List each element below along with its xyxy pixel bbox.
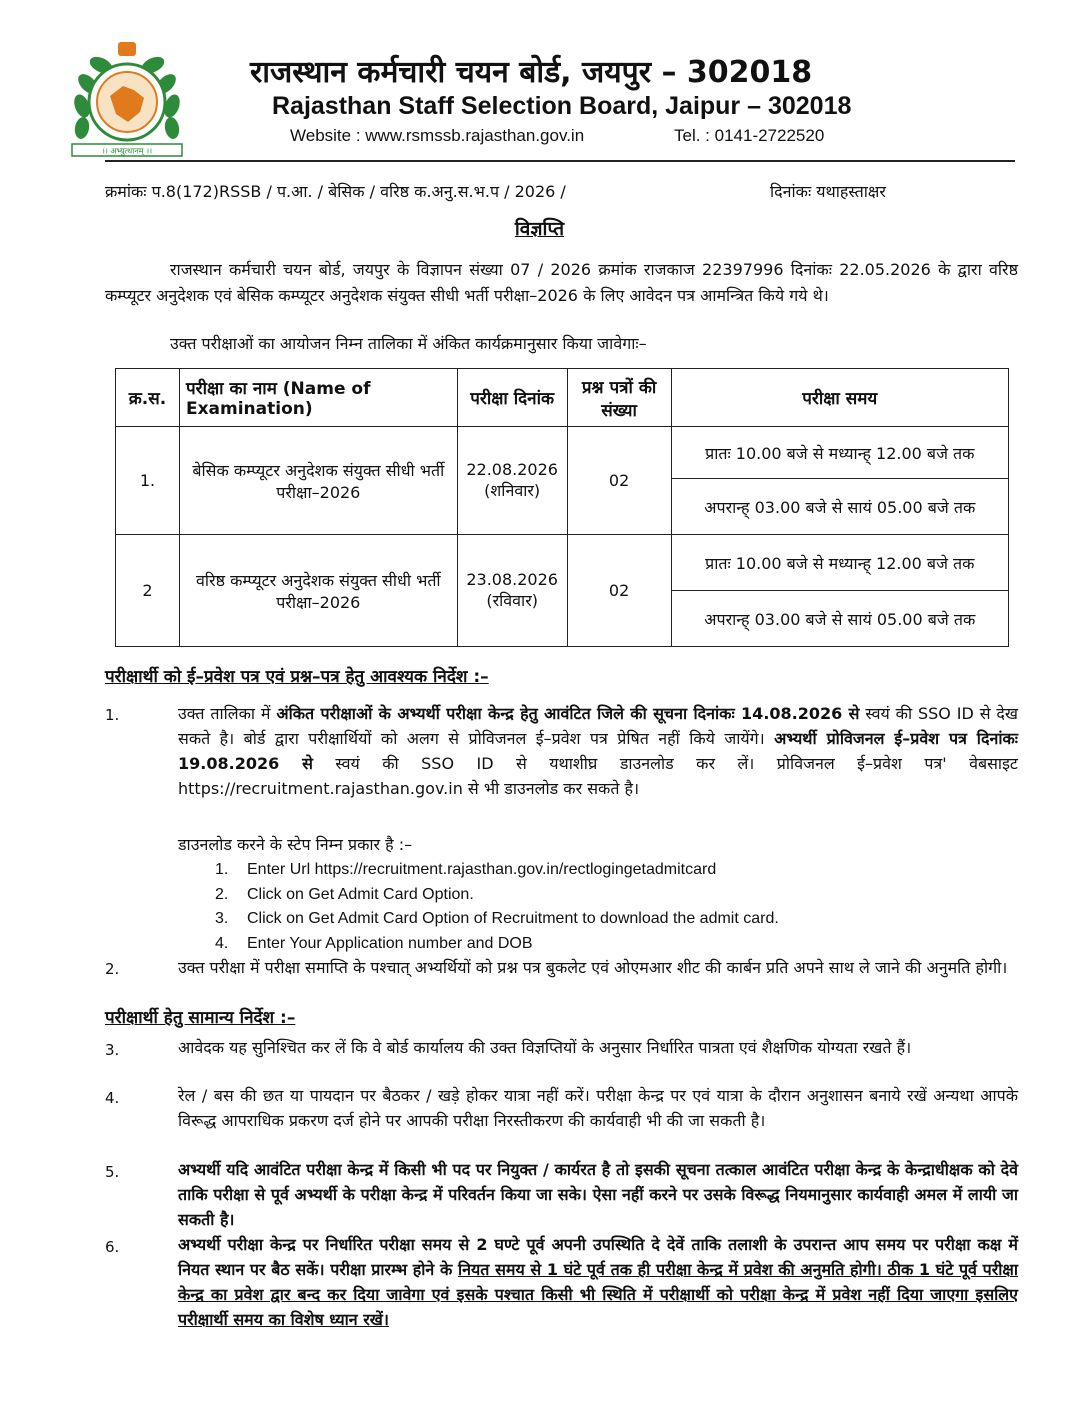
instruction-item-6 xyxy=(178,1232,1018,1332)
item-number: 6. xyxy=(105,1238,120,1256)
col-header-date: परीक्षा दिनांक xyxy=(457,369,567,427)
table-row xyxy=(116,535,1009,591)
reference-date: दिनांकः यथाहस्ताक्षर xyxy=(770,182,886,201)
instruction-item-1 xyxy=(178,701,1018,801)
row-exam-name: वरिष्ठ कम्प्यूटर अनुदेशक संयुक्त सीधी भर्ती परीक्षा–2026 xyxy=(179,535,457,647)
col-header-sno: क्र.स. xyxy=(116,369,180,427)
item-number: 4. xyxy=(105,1089,120,1107)
item1-bold-a: अंकित परीक्षाओं के अभ्यर्थी परीक्षा केन्द्र हेतु आवंटित जिले की सूचना दिनांकः 14.08.2026 से xyxy=(276,704,860,723)
section-heading-general: परीक्षार्थी हेतु सामान्य निर्देश :– xyxy=(105,1008,296,1028)
exam-schedule-table xyxy=(115,368,1009,647)
instruction-item-5: अभ्यर्थी यदि आवंटित परीक्षा केन्द्र में किसी भी पद पर नियुक्त / कार्यरत है तो इसकी सूचना तत्काल आवंटित परीक्षा केन्द्र के केन्द्राधीक्षक को देवे ताकि परीक्षा से पूर्व अभ्यर्थी के परीक्षा केन्द्र में परिवर्तन किया जा सके। ऐसा नहीं करने पर उसके विरूद्ध नियमानुसार कार्यवाही अमल में लायी जा सकती है। xyxy=(178,1160,1018,1229)
row-slot-afternoon: अपरान्ह् 03.00 बजे से सायं 05.00 बजे तक xyxy=(671,591,1008,647)
download-steps-intro: डाउनलोड करने के स्टेप निम्न प्रकार है :– xyxy=(178,835,413,854)
col-header-time: परीक्षा समय xyxy=(671,369,1008,427)
step-text: Enter Url https://recruitment.rajasthan.gov.in/rectlogingetadmitcard xyxy=(247,861,717,878)
item-number: 2. xyxy=(105,960,120,978)
header-title-english: Rajasthan Staff Selection Board, Jaipur – 302018 xyxy=(272,92,852,120)
row-paper-count: 02 xyxy=(567,427,671,535)
reference-number: क्रमांकः प.8(172)RSSB / प.आ. / बेसिक / वरिष्ठ क.अनु.स.भ.प / 2026 / xyxy=(105,182,566,201)
step-number: 1. xyxy=(215,861,229,878)
item1-text-c: स्वयं की SSO ID से यथाशीघ्र डाउनलोड कर लें। प्रोविजनल ई–प्रवेश पत्र' वेबसाइट https://recruitment.rajasthan.gov.in से भी डाउनलोड कर सकते है। xyxy=(178,754,1018,798)
instruction-item-3: आवेदक यह सुनिश्चित कर लें कि वे बोर्ड कार्यालय की उक्त विज्ञप्तियों के अनुसार निर्धारित पात्रता एवं शैक्षणिक योग्यता रखते हैं। xyxy=(178,1038,912,1057)
col-header-papers: प्रश्न पत्रों की संख्या xyxy=(567,369,671,427)
step-text: Click on Get Admit Card Option. xyxy=(247,885,474,903)
instruction-item-4: रेल / बस की छत या पायदान पर बैठकर / खड़े होकर यात्रा नहीं करें। परीक्षा केन्द्र पर एवं यात्रा के दौरान अनुशासन बनाये रखें अन्यथा आपके विरूद्ध आपराधिक प्रकरण दर्ज होने पर आपकी परीक्षा निरस्तीकरण की कार्यवाही भी की जा सकती है। xyxy=(178,1086,1018,1130)
row-exam-date xyxy=(457,535,567,647)
download-steps-list xyxy=(215,858,779,956)
step-number: 4. xyxy=(215,934,229,952)
item6-text: अभ्यर्थी परीक्षा केन्द्र पर निर्धारित परीक्षा समय से 2 घण्टे पूर्व अपनी उपस्थिति दे देवें ताकि तलाशी के उपरान्त आप समय पर परीक्षा कक्ष में नियत स्थान पर बैठ सकें। परीक्षा प्रारम्भ होने के xyxy=(178,1235,1018,1279)
row-slot-morning: प्रातः 10.00 बजे से मध्यान्ह् 12.00 बजे तक xyxy=(671,535,1008,591)
list-item xyxy=(215,858,779,883)
row-slot-afternoon: अपरान्ह् 03.00 बजे से सायं 05.00 बजे तक xyxy=(671,479,1008,535)
header-telephone: Tel. : 0141-2722520 xyxy=(674,126,825,145)
notice-title: विज्ञप्ति xyxy=(514,218,565,240)
list-item xyxy=(215,883,779,908)
section-heading-admit-card: परीक्षार्थी को ई–प्रवेश पत्र एवं प्रश्न–पत्र हेतु आवश्यक निर्देश :– xyxy=(105,667,489,687)
row-slot-morning: प्रातः 10.00 बजे से मध्यान्ह् 12.00 बजे तक xyxy=(671,427,1008,479)
row-exam-date xyxy=(457,427,567,535)
item1-bold-b: अभ्यर्थी प्रोविजनल ई–प्रवेश पत्र दिनांकः 19.08.2026 से xyxy=(178,729,1018,773)
row-sno: 2 xyxy=(116,535,180,647)
item6-underlined-text: नियत समय से 1 घंटे पूर्व तक ही परीक्षा केन्द्र में प्रवेश की अनुमति होगी। ठीक 1 घंटे पूर्व परीक्षा केन्द्र का प्रवेश द्वार बन्द कर दिया जावेगा एवं इसके पश्चात किसी भी स्थिति में परीक्षार्थी को परीक्षा केन्द्र में प्रवेश नहीं दिया जाएगा इसलिए परीक्षार्थी समय का विशेष ध्यान रखें। xyxy=(178,1260,1019,1329)
row-day-value: (शनिवार) xyxy=(484,481,541,500)
intro-schedule-line: उक्त परीक्षाओं का आयोजन निम्न तालिका में अंकित कार्यक्रमानुसार किया जावेगाः– xyxy=(170,334,647,353)
step-number: 2. xyxy=(215,885,229,903)
step-text: Enter Your Application number and DOB xyxy=(247,934,533,952)
row-exam-name: बेसिक कम्प्यूटर अनुदेशक संयुक्त सीधी भर्ती परीक्षा–2026 xyxy=(179,427,457,535)
row-sno: 1. xyxy=(116,427,180,535)
item-number: 3. xyxy=(105,1041,120,1059)
intro-paragraph: राजस्थान कर्मचारी चयन बोर्ड, जयपुर के विज्ञापन संख्या 07 / 2026 क्रमांक राजकाज 22397996 दिनांकः 22.05.2026 के द्वारा वरिष्ठ कम्प्यूटर अनुदेशक एवं बेसिक कम्प्यूटर अनुदेशक संयुक्त सीधी भर्ती परीक्षा–2026 के लिए आवेदन पत्र आमन्त्रित किये गये थे। xyxy=(105,260,1018,305)
header-website: Website : www.rsmssb.rajasthan.gov.in xyxy=(290,126,585,145)
col-header-name: परीक्षा का नाम (Name of Examination) xyxy=(179,369,457,427)
row-date-value: 23.08.2026 xyxy=(466,570,558,589)
item1-text-a: उक्त तालिका में xyxy=(178,704,277,723)
row-date-value: 22.08.2026 xyxy=(466,460,558,479)
rsmssb-emblem-icon xyxy=(68,36,186,158)
row-day-value: (रविवार) xyxy=(486,591,538,610)
item-number: 5. xyxy=(105,1163,120,1181)
instruction-item-2: उक्त परीक्षा में परीक्षा समाप्ति के पश्चात् अभ्यर्थियों को प्रश्न पत्र बुकलेट एवं ओएमआर शीट की कार्बन प्रति अपने साथ ले जाने की अनुमति होगी। xyxy=(178,958,1008,977)
header-divider xyxy=(105,160,1015,162)
row-paper-count: 02 xyxy=(567,535,671,647)
emblem-motto: ।। अभ्युत्थानम् ।। xyxy=(101,146,153,156)
list-item xyxy=(215,907,779,932)
step-number: 3. xyxy=(215,910,229,927)
item1-text-b: स्वयं की SSO ID से देख सकते है। बोर्ड द्वारा परीक्षार्थियों को अलग से प्रोविजनल ई–प्रवेश पत्र प्रेषित नहीं किये जायेंगे। xyxy=(178,704,1018,748)
step-text: Click on Get Admit Card Option of Recruitment to download the admit card. xyxy=(247,910,779,927)
list-item xyxy=(215,932,779,957)
item-number: 1. xyxy=(105,706,120,724)
header-title-hindi: राजस्थान कर्मचारी चयन बोर्ड, जयपुर – 302018 xyxy=(250,55,813,90)
table-row xyxy=(116,427,1009,479)
table-header-row xyxy=(116,369,1009,427)
